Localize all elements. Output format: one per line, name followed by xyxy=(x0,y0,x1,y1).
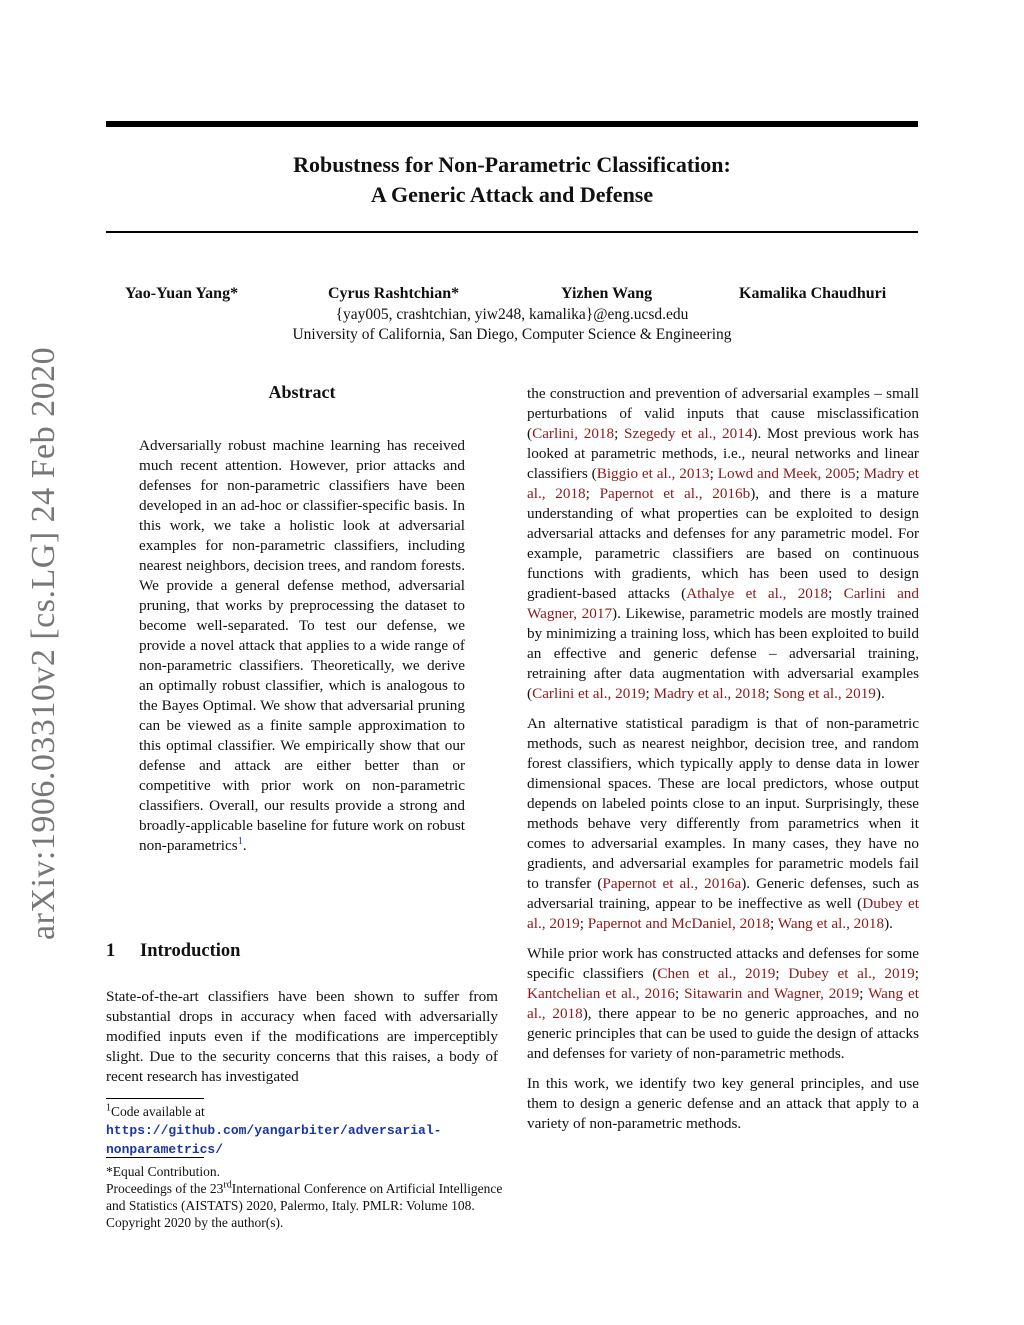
intro-paragraph: State-of-the-art classifiers have been shown to suffer from substantial drops in accuracy when faced with adversarially modified inputs even if the modifications are imperceptibly slight. Due to the security concerns that this raises, a body of recent research has investigated xyxy=(106,988,498,1085)
citation-link[interactable]: Dubey et al., 2019 xyxy=(527,895,919,932)
sep: ; xyxy=(709,465,718,482)
proceedings-text-b: International Conference on Artificial Intelligence and Statistics (AISTATS) 2020, Palermo, Italy. PMLR: Volume 108. Copyright 2020 by the author(s). xyxy=(106,1181,503,1230)
footnote-rule-2 xyxy=(106,1157,204,1158)
sep: ; xyxy=(859,985,869,1002)
text: ). Most previous work has looked at parametric methods, i.e., neural networks and linear classifiers ( xyxy=(527,425,920,482)
sep: ; xyxy=(775,965,789,982)
sep: ; xyxy=(645,685,654,702)
text: An alternative statistical paradigm is that of non-parametric methods, such as nearest neighbor, decision tree, and random forest classifiers, which typically apply to dense data in lower dimensional spaces. These are local predictors, whose output depends on labeled points close to an input. Surprisingly, these methods behave very differently from parametrics when it comes to adversarial examples. In many cases, they have no gradients, and adversarial examples for parametric models fail to transfer ( xyxy=(527,715,919,892)
proceedings-note xyxy=(106,1180,506,1231)
citation-link[interactable]: Madry et al., 2018 xyxy=(527,465,919,502)
footnote-marker[interactable]: 1 xyxy=(237,835,243,847)
sep: ; xyxy=(675,985,685,1002)
footnote-rule xyxy=(106,1098,204,1099)
author-3: Yizhen Wang xyxy=(561,285,653,302)
citation-link[interactable]: Sitawarin and Wagner, 2019 xyxy=(684,985,860,1002)
section-number: 1 xyxy=(106,941,116,961)
citation-link[interactable]: Chen et al., 2019 xyxy=(657,965,776,982)
paragraph-2 xyxy=(527,714,919,934)
paragraph-3 xyxy=(527,944,919,1064)
author-1: Yao-Yuan Yang* xyxy=(125,285,239,302)
right-column xyxy=(527,384,919,1144)
code-link[interactable]: https://github.com/yangarbiter/adversarial-nonparametrics/ xyxy=(106,1123,442,1157)
citation-link[interactable]: Carlini, 2018 xyxy=(532,425,615,442)
title-line-2: A Generic Attack and Defense xyxy=(370,182,654,207)
proceedings-sup: rd xyxy=(223,1179,232,1191)
arxiv-stamp: arXiv:1906.03310v2 [cs.LG] 24 Feb 2020 xyxy=(25,346,62,940)
citation-link[interactable]: Szegedy et al., 2014 xyxy=(624,425,753,442)
footnote-proceedings xyxy=(106,1163,506,1231)
author-4: Kamalika Chaudhuri xyxy=(739,285,887,302)
citation-link[interactable]: Papernot and McDaniel, 2018 xyxy=(587,915,770,932)
citation-link[interactable]: Carlini et al., 2019 xyxy=(532,685,646,702)
citation-link[interactable]: Dubey et al., 2019 xyxy=(788,965,915,982)
paragraph-4: In this work, we identify two key general principles, and use them to design a generic defense and an attack that apply to a variety of non-parametric methods. xyxy=(527,1075,919,1132)
title-rule-top xyxy=(106,121,918,127)
citation-link[interactable]: Papernot et al., 2016a xyxy=(602,875,742,892)
text: the construction and prevention of adversarial examples – small perturbations of valid inputs that cause misclassification ( xyxy=(527,385,919,442)
sep: ; xyxy=(614,425,625,442)
title-rule-bottom xyxy=(106,231,918,233)
sep: ; xyxy=(855,465,864,482)
abstract-heading: Abstract xyxy=(268,382,336,402)
sep: ; xyxy=(914,965,919,982)
citation-link[interactable]: Madry et al., 2018 xyxy=(653,685,766,702)
proceedings-text-a: Proceedings of the 23 xyxy=(106,1181,224,1196)
text: ), and there is a mature understanding of what properties can be exploited to design adversarial attacks and defenses for any parametric model. For example, parametric classifiers are based on continuous functions with gradients, which has been used to design gradient-based attacks ( xyxy=(527,485,919,602)
sep: ; xyxy=(579,915,588,932)
abstract-text xyxy=(139,436,465,856)
sep: ; xyxy=(828,585,844,602)
citation-link[interactable]: Song et al., 2019 xyxy=(773,685,876,702)
equal-contribution: *Equal Contribution. xyxy=(106,1164,220,1179)
text: ). Likewise, parametric models are mostly trained by minimizing a training loss, which has been exploited to build an effective and generic defense – adversarial training, retraining after data augmentation with adversarial examples ( xyxy=(527,605,919,702)
author-emails: {yay005, crashtchian, yiw248, kamalika}@eng.ucsd.edu xyxy=(335,306,689,323)
section-heading xyxy=(106,941,240,962)
author-2: Cyrus Rashtchian* xyxy=(328,285,460,302)
sep: ; xyxy=(769,915,778,932)
affiliation: University of California, San Diego, Computer Science & Engineering xyxy=(292,326,732,343)
abstract-body: Adversarially robust machine learning has received much recent attention. However, prior attacks and defenses for non-parametric classifiers have been developed in an ad-hoc or classifier-specific basis. In this work, we take a holistic look at adversarial examples for non-parametric classifiers, including nearest neighbors, decision trees, and random forests. We provide a general defense method, adversarial pruning, that works by preprocessing the dataset to become well-separated. To test our defense, we provide a novel attack that applies to a wide range of non-parametric classifiers. Theoretically, we derive an optimally robust classifier, which is analogous to the Bayes Optimal. We show that adversarial pruning can be viewed as a finite sample approximation to this optimal classifier. We empirically show that our defense and attack are either better than or competitive with prior work on non-parametric classifiers. Overall, our results provide a strong and broadly-applicable baseline for future work on robust non-parametrics xyxy=(139,437,465,854)
citation-link[interactable]: Wang et al., 2018 xyxy=(777,915,885,932)
citation-link[interactable]: Papernot et al., 2016b xyxy=(599,485,751,502)
text: ), there appear to be no generic approaches, and no generic principles that can be used to guide the design of attacks and defenses for variety of non-parametric methods. xyxy=(527,1005,919,1062)
footnote-number: 1 xyxy=(106,1102,111,1114)
section-title: Introduction xyxy=(140,941,241,961)
sep: ; xyxy=(585,485,600,502)
citation-link[interactable]: Biggio et al., 2013 xyxy=(596,465,710,482)
title-line-1: Robustness for Non-Parametric Classification: xyxy=(293,152,731,177)
citation-link[interactable]: Athalye et al., 2018 xyxy=(686,585,829,602)
citation-link[interactable]: Kantchelian et al., 2016 xyxy=(527,985,676,1002)
footnote-text: Code available at xyxy=(111,1104,205,1119)
text: ). xyxy=(884,915,893,932)
paragraph-1 xyxy=(527,384,919,704)
paper-title xyxy=(106,150,918,210)
text: ). xyxy=(875,685,885,702)
abstract-end: . xyxy=(242,837,247,854)
citation-link[interactable]: Lowd and Meek, 2005 xyxy=(717,465,856,482)
footnote-code xyxy=(106,1103,506,1159)
text: ). Generic defenses, such as adversarial training, appear to be ineffective as well ( xyxy=(527,875,919,912)
sep: ; xyxy=(765,685,774,702)
citation-link[interactable]: Carlini and Wagner, 2017 xyxy=(527,585,919,622)
text: While prior work has constructed attacks and defenses for some specific classifiers ( xyxy=(527,945,919,982)
citation-link[interactable]: Wang et al., 2018 xyxy=(527,985,919,1022)
